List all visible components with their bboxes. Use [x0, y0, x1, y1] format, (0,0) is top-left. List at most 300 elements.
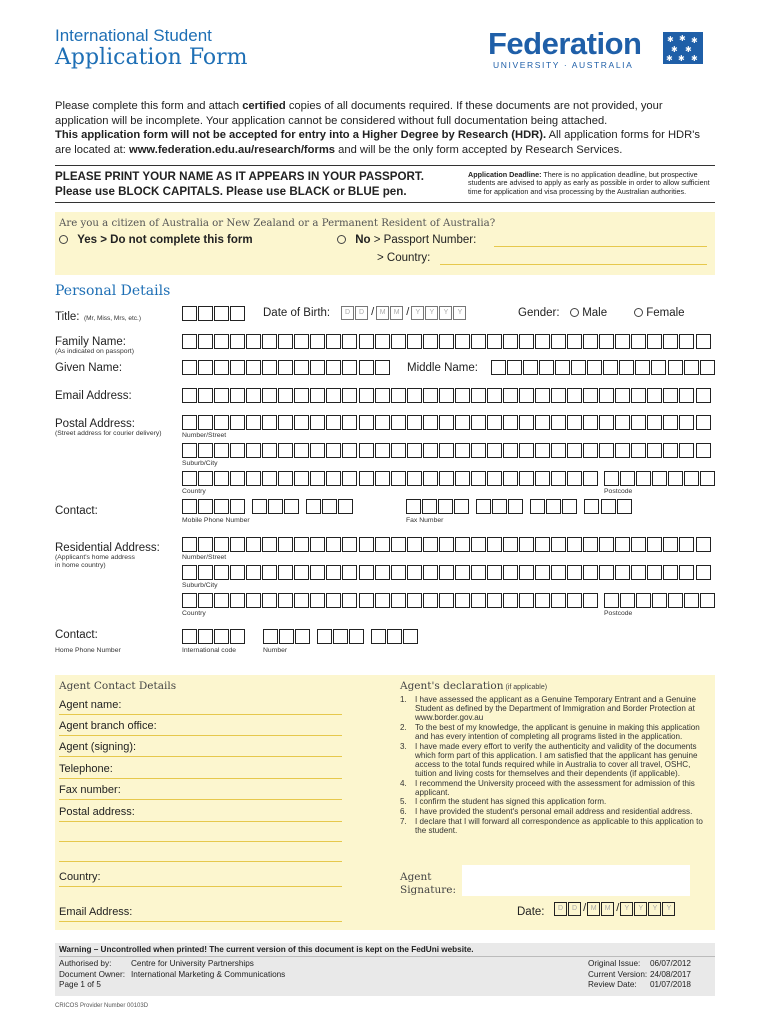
char-box[interactable] — [455, 388, 470, 403]
char-box[interactable] — [491, 360, 506, 375]
char-box[interactable] — [375, 360, 390, 375]
char-box[interactable] — [423, 443, 438, 458]
male-option[interactable] — [570, 307, 607, 319]
char-box[interactable] — [375, 443, 390, 458]
char-box[interactable] — [455, 443, 470, 458]
char-box[interactable] — [439, 593, 454, 608]
char-box[interactable] — [387, 629, 402, 644]
char-box[interactable] — [214, 471, 229, 486]
char-box[interactable] — [214, 415, 229, 430]
char-box[interactable] — [619, 360, 634, 375]
dob-boxes[interactable]: D D / M M / Y Y Y Y — [341, 306, 468, 320]
char-box[interactable] — [278, 334, 293, 349]
char-box[interactable] — [679, 415, 694, 430]
char-box[interactable] — [262, 360, 277, 375]
char-box[interactable] — [182, 593, 197, 608]
char-box[interactable] — [599, 388, 614, 403]
char-box[interactable] — [230, 565, 245, 580]
char-box[interactable] — [567, 471, 582, 486]
char-box[interactable] — [338, 499, 353, 514]
yes-option[interactable] — [59, 234, 253, 246]
char-box[interactable] — [567, 388, 582, 403]
char-box[interactable] — [471, 593, 486, 608]
char-box[interactable] — [604, 593, 619, 608]
char-box[interactable] — [583, 471, 598, 486]
char-box[interactable] — [294, 471, 309, 486]
char-box[interactable] — [182, 471, 197, 486]
char-box[interactable] — [294, 334, 309, 349]
char-box[interactable] — [487, 565, 502, 580]
char-box[interactable] — [508, 499, 523, 514]
yes-radio[interactable] — [59, 235, 68, 244]
char-box[interactable] — [349, 629, 364, 644]
char-box[interactable] — [439, 565, 454, 580]
char-box[interactable] — [647, 388, 662, 403]
char-box[interactable] — [696, 565, 711, 580]
char-box[interactable] — [503, 537, 518, 552]
char-box[interactable] — [326, 388, 341, 403]
char-box[interactable] — [359, 443, 374, 458]
char-box[interactable] — [310, 388, 325, 403]
char-box[interactable] — [375, 388, 390, 403]
char-box[interactable] — [422, 499, 437, 514]
char-box[interactable] — [535, 537, 550, 552]
char-box[interactable] — [647, 565, 662, 580]
char-box[interactable] — [455, 334, 470, 349]
char-box[interactable] — [519, 537, 534, 552]
char-box[interactable] — [326, 443, 341, 458]
char-box[interactable] — [535, 471, 550, 486]
char-box[interactable] — [652, 593, 667, 608]
char-box[interactable] — [551, 415, 566, 430]
char-box[interactable] — [551, 471, 566, 486]
no-option[interactable] — [337, 234, 476, 246]
char-box[interactable] — [551, 565, 566, 580]
char-box[interactable] — [679, 334, 694, 349]
char-box[interactable] — [455, 565, 470, 580]
char-box[interactable] — [535, 415, 550, 430]
char-box[interactable] — [663, 334, 678, 349]
char-box[interactable] — [696, 334, 711, 349]
char-box[interactable] — [519, 415, 534, 430]
char-box[interactable] — [214, 593, 229, 608]
char-box[interactable] — [601, 499, 616, 514]
char-box[interactable] — [182, 334, 197, 349]
char-box[interactable] — [599, 415, 614, 430]
char-box[interactable] — [696, 388, 711, 403]
char-box[interactable] — [617, 499, 632, 514]
char-box[interactable] — [423, 593, 438, 608]
char-box[interactable] — [599, 443, 614, 458]
char-box[interactable] — [326, 471, 341, 486]
postal-address-line3[interactable] — [59, 861, 342, 862]
char-box[interactable] — [198, 443, 213, 458]
char-box[interactable] — [696, 443, 711, 458]
char-box[interactable] — [503, 334, 518, 349]
char-box[interactable] — [507, 360, 522, 375]
char-box[interactable] — [700, 471, 715, 486]
char-box[interactable] — [278, 565, 293, 580]
char-box[interactable] — [487, 415, 502, 430]
char-box[interactable] — [471, 537, 486, 552]
male-radio[interactable] — [570, 308, 579, 317]
char-box[interactable] — [342, 415, 357, 430]
char-box[interactable] — [326, 360, 341, 375]
char-box[interactable] — [471, 565, 486, 580]
char-box[interactable] — [523, 360, 538, 375]
char-box[interactable] — [684, 593, 699, 608]
char-box[interactable] — [407, 471, 422, 486]
char-box[interactable] — [326, 593, 341, 608]
char-box[interactable] — [663, 388, 678, 403]
char-box[interactable] — [503, 565, 518, 580]
char-box[interactable] — [567, 443, 582, 458]
middle-name-boxes[interactable] — [491, 360, 716, 375]
char-box[interactable] — [599, 334, 614, 349]
residential-suburb-boxes[interactable] — [182, 565, 712, 580]
char-box[interactable] — [278, 537, 293, 552]
char-box[interactable] — [391, 537, 406, 552]
char-box[interactable] — [294, 415, 309, 430]
char-box[interactable] — [519, 334, 534, 349]
char-box[interactable] — [492, 499, 507, 514]
char-box[interactable] — [391, 443, 406, 458]
char-box[interactable] — [326, 537, 341, 552]
char-box[interactable] — [391, 334, 406, 349]
family-name-boxes[interactable] — [182, 334, 712, 349]
char-box[interactable] — [342, 388, 357, 403]
char-box[interactable] — [214, 334, 229, 349]
char-box[interactable] — [198, 565, 213, 580]
char-box[interactable] — [407, 334, 422, 349]
char-box[interactable] — [262, 471, 277, 486]
no-radio[interactable] — [337, 235, 346, 244]
char-box[interactable] — [615, 334, 630, 349]
char-box[interactable] — [278, 593, 293, 608]
home-number-boxes[interactable] — [263, 629, 419, 644]
char-box[interactable] — [535, 388, 550, 403]
char-box[interactable] — [230, 499, 245, 514]
char-box[interactable] — [342, 334, 357, 349]
mobile-boxes[interactable] — [182, 499, 354, 514]
char-box[interactable] — [359, 388, 374, 403]
char-box[interactable] — [438, 499, 453, 514]
char-box[interactable] — [407, 415, 422, 430]
char-box[interactable] — [182, 565, 197, 580]
char-box[interactable] — [567, 565, 582, 580]
char-box[interactable] — [571, 360, 586, 375]
char-box[interactable] — [684, 360, 699, 375]
char-box[interactable] — [567, 415, 582, 430]
char-box[interactable] — [615, 415, 630, 430]
char-box[interactable] — [214, 629, 229, 644]
char-box[interactable] — [471, 471, 486, 486]
char-box[interactable] — [696, 537, 711, 552]
char-box[interactable] — [214, 499, 229, 514]
female-radio[interactable] — [634, 308, 643, 317]
char-box[interactable] — [487, 537, 502, 552]
char-box[interactable] — [535, 334, 550, 349]
char-box[interactable] — [333, 629, 348, 644]
char-box[interactable] — [407, 565, 422, 580]
char-box[interactable] — [342, 537, 357, 552]
char-box[interactable] — [375, 565, 390, 580]
char-box[interactable] — [391, 415, 406, 430]
char-box[interactable] — [182, 537, 197, 552]
char-box[interactable] — [455, 471, 470, 486]
char-box[interactable] — [326, 565, 341, 580]
char-box[interactable] — [230, 593, 245, 608]
char-box[interactable] — [230, 471, 245, 486]
char-box[interactable] — [294, 360, 309, 375]
char-box[interactable] — [263, 629, 278, 644]
char-box[interactable] — [182, 443, 197, 458]
char-box[interactable] — [455, 537, 470, 552]
char-box[interactable] — [647, 443, 662, 458]
char-box[interactable] — [198, 499, 213, 514]
char-box[interactable] — [214, 443, 229, 458]
char-box[interactable] — [278, 388, 293, 403]
char-box[interactable] — [198, 388, 213, 403]
char-box[interactable] — [406, 499, 421, 514]
char-box[interactable] — [471, 443, 486, 458]
char-box[interactable] — [375, 471, 390, 486]
char-box[interactable] — [679, 537, 694, 552]
char-box[interactable] — [268, 499, 283, 514]
char-box[interactable] — [279, 629, 294, 644]
char-box[interactable] — [539, 360, 554, 375]
char-box[interactable] — [214, 360, 229, 375]
passport-number-field[interactable] — [494, 246, 707, 247]
char-box[interactable] — [310, 471, 325, 486]
char-box[interactable] — [359, 334, 374, 349]
char-box[interactable] — [359, 537, 374, 552]
char-box[interactable] — [423, 388, 438, 403]
char-box[interactable] — [252, 499, 267, 514]
char-box[interactable] — [214, 537, 229, 552]
char-box[interactable] — [567, 593, 582, 608]
char-box[interactable] — [407, 593, 422, 608]
char-box[interactable] — [615, 537, 630, 552]
char-box[interactable] — [423, 537, 438, 552]
char-box[interactable] — [182, 499, 197, 514]
char-box[interactable] — [262, 593, 277, 608]
char-box[interactable] — [631, 537, 646, 552]
char-box[interactable] — [246, 388, 261, 403]
char-box[interactable] — [519, 388, 534, 403]
char-box[interactable] — [407, 443, 422, 458]
char-box[interactable] — [278, 471, 293, 486]
char-box[interactable] — [423, 415, 438, 430]
char-box[interactable] — [583, 565, 598, 580]
char-box[interactable] — [230, 360, 245, 375]
char-box[interactable] — [471, 388, 486, 403]
char-box[interactable] — [684, 471, 699, 486]
char-box[interactable] — [230, 629, 245, 644]
char-box[interactable] — [246, 360, 261, 375]
char-box[interactable] — [631, 443, 646, 458]
residential-street-boxes[interactable] — [182, 537, 712, 552]
char-box[interactable] — [246, 537, 261, 552]
char-box[interactable] — [562, 499, 577, 514]
residential-postcode-boxes[interactable] — [604, 593, 716, 608]
char-box[interactable] — [230, 443, 245, 458]
char-box[interactable] — [679, 388, 694, 403]
char-box[interactable] — [230, 415, 245, 430]
char-box[interactable] — [663, 537, 678, 552]
char-box[interactable] — [535, 565, 550, 580]
char-box[interactable] — [631, 415, 646, 430]
char-box[interactable] — [423, 334, 438, 349]
char-box[interactable] — [262, 565, 277, 580]
char-box[interactable] — [551, 443, 566, 458]
char-box[interactable] — [342, 471, 357, 486]
char-box[interactable] — [587, 360, 602, 375]
char-box[interactable] — [306, 499, 321, 514]
char-box[interactable] — [375, 537, 390, 552]
char-box[interactable] — [198, 415, 213, 430]
char-box[interactable] — [294, 537, 309, 552]
char-box[interactable] — [284, 499, 299, 514]
char-box[interactable] — [615, 565, 630, 580]
char-box[interactable] — [584, 499, 599, 514]
char-box[interactable] — [198, 537, 213, 552]
char-box[interactable] — [471, 415, 486, 430]
char-box[interactable] — [439, 334, 454, 349]
char-box[interactable] — [262, 334, 277, 349]
char-box[interactable] — [423, 565, 438, 580]
char-box[interactable] — [696, 415, 711, 430]
char-box[interactable] — [391, 471, 406, 486]
char-box[interactable] — [519, 593, 534, 608]
agent-date-boxes[interactable]: D D / M M / Y Y Y Y — [554, 902, 677, 916]
char-box[interactable] — [700, 593, 715, 608]
char-box[interactable] — [668, 471, 683, 486]
char-box[interactable] — [615, 443, 630, 458]
char-box[interactable] — [651, 360, 666, 375]
char-box[interactable] — [230, 388, 245, 403]
postal-suburb-boxes[interactable] — [182, 443, 712, 458]
char-box[interactable] — [471, 334, 486, 349]
char-box[interactable] — [403, 629, 418, 644]
char-box[interactable] — [310, 565, 325, 580]
char-box[interactable] — [278, 443, 293, 458]
char-box[interactable] — [551, 593, 566, 608]
char-box[interactable] — [391, 565, 406, 580]
char-box[interactable] — [342, 360, 357, 375]
char-box[interactable] — [503, 471, 518, 486]
char-box[interactable] — [246, 334, 261, 349]
char-box[interactable] — [310, 443, 325, 458]
char-box[interactable] — [599, 537, 614, 552]
char-box[interactable] — [342, 443, 357, 458]
country-field[interactable] — [440, 264, 707, 265]
char-box[interactable] — [476, 499, 491, 514]
char-box[interactable] — [359, 471, 374, 486]
agent-field-line[interactable] — [59, 799, 342, 800]
char-box[interactable] — [262, 415, 277, 430]
char-box[interactable] — [198, 629, 213, 644]
char-box[interactable] — [262, 537, 277, 552]
char-box[interactable] — [407, 537, 422, 552]
char-box[interactable] — [182, 388, 197, 403]
char-box[interactable] — [551, 388, 566, 403]
char-box[interactable] — [599, 565, 614, 580]
char-box[interactable] — [679, 443, 694, 458]
char-box[interactable] — [317, 629, 332, 644]
char-box[interactable] — [407, 388, 422, 403]
char-box[interactable] — [487, 334, 502, 349]
char-box[interactable] — [647, 334, 662, 349]
char-box[interactable] — [583, 334, 598, 349]
char-box[interactable] — [310, 593, 325, 608]
char-box[interactable] — [371, 629, 386, 644]
char-box[interactable] — [294, 593, 309, 608]
char-box[interactable] — [679, 565, 694, 580]
char-box[interactable] — [310, 360, 325, 375]
agent-field-line[interactable] — [59, 821, 342, 822]
char-box[interactable] — [454, 499, 469, 514]
research-forms-link[interactable]: www.federation.edu.au/research/forms — [129, 143, 336, 156]
agent-field-line[interactable] — [59, 735, 342, 736]
postal-country-boxes[interactable] — [182, 471, 599, 486]
intl-code-boxes[interactable] — [182, 629, 246, 644]
char-box[interactable] — [326, 415, 341, 430]
char-box[interactable] — [310, 334, 325, 349]
char-box[interactable] — [198, 471, 213, 486]
char-box[interactable] — [647, 415, 662, 430]
char-box[interactable] — [198, 360, 213, 375]
char-box[interactable] — [519, 565, 534, 580]
char-box[interactable] — [603, 360, 618, 375]
char-box[interactable] — [636, 593, 651, 608]
char-box[interactable] — [631, 388, 646, 403]
char-box[interactable] — [391, 593, 406, 608]
char-box[interactable] — [439, 443, 454, 458]
char-box[interactable] — [294, 388, 309, 403]
char-box[interactable] — [663, 443, 678, 458]
char-box[interactable] — [487, 388, 502, 403]
char-box[interactable] — [604, 471, 619, 486]
char-box[interactable] — [535, 593, 550, 608]
char-box[interactable] — [342, 593, 357, 608]
char-box[interactable] — [455, 415, 470, 430]
char-box[interactable] — [535, 443, 550, 458]
char-box[interactable] — [546, 499, 561, 514]
agent-country-field[interactable] — [59, 886, 342, 887]
char-box[interactable] — [583, 537, 598, 552]
agent-field-line[interactable] — [59, 714, 342, 715]
char-box[interactable] — [631, 565, 646, 580]
char-box[interactable] — [423, 471, 438, 486]
char-box[interactable] — [583, 415, 598, 430]
char-box[interactable] — [567, 334, 582, 349]
char-box[interactable] — [246, 565, 261, 580]
char-box[interactable] — [182, 415, 197, 430]
char-box[interactable] — [647, 537, 662, 552]
char-box[interactable] — [278, 415, 293, 430]
fax-boxes[interactable] — [406, 499, 633, 514]
char-box[interactable] — [455, 593, 470, 608]
char-box[interactable] — [439, 471, 454, 486]
title-boxes[interactable] — [182, 306, 246, 321]
char-box[interactable] — [620, 593, 635, 608]
female-option[interactable] — [634, 307, 685, 319]
char-box[interactable] — [567, 537, 582, 552]
char-box[interactable] — [700, 360, 715, 375]
char-box[interactable] — [182, 629, 197, 644]
char-box[interactable] — [439, 537, 454, 552]
